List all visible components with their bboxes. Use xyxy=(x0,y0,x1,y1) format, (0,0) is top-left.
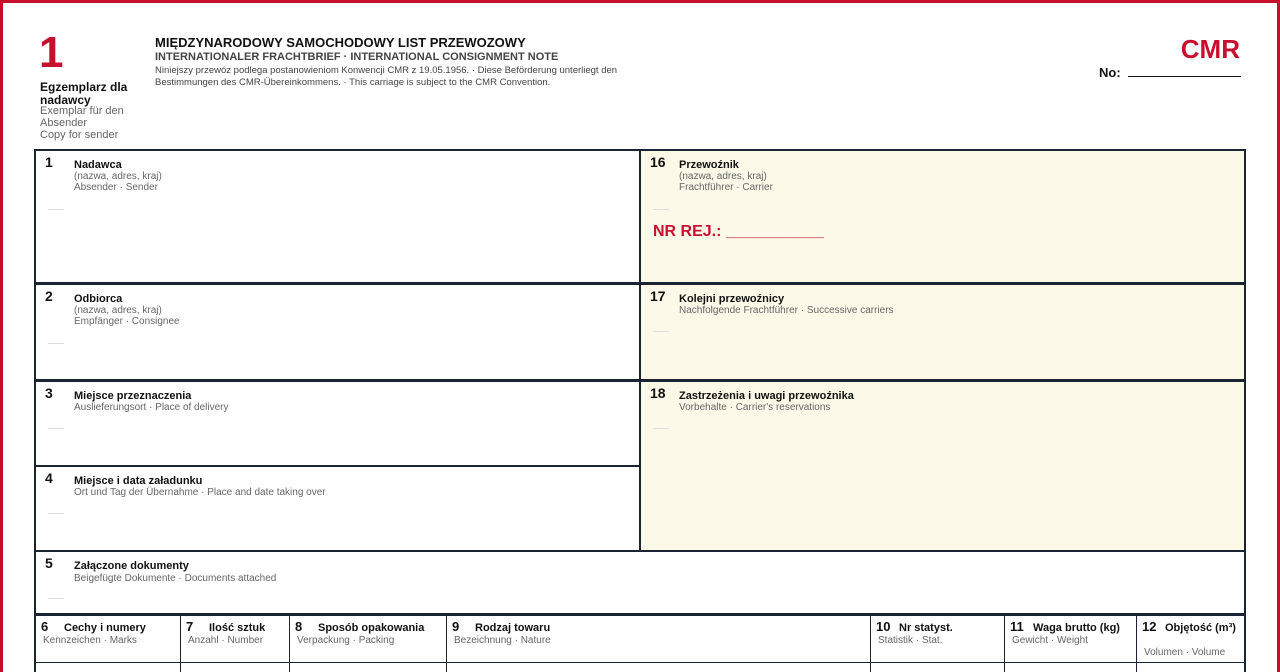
box-subtitle: Beigefügte Dokumente · Documents attached xyxy=(74,573,277,584)
column-volume[interactable] xyxy=(1136,614,1246,672)
box-successive-carriers[interactable] xyxy=(639,283,1246,381)
box-carrier[interactable] xyxy=(639,149,1246,284)
convention-note: Niniejszy przewóz podlega postanowieniom Konwencji CMR z 19.05.1956. · Diese Beförderung unterliegt den Bestimmungen des CMR-Übereinkommens. · This carriage is subject to the CMR Convention. xyxy=(155,65,618,88)
document-subtitle: INTERNATIONALER FRACHTBRIEF · INTERNATIONAL CONSIGNMENT NOTE xyxy=(155,51,559,63)
column-statistical-number[interactable] xyxy=(870,614,1004,672)
field-placeholder-line xyxy=(653,331,669,332)
box-number: 5 xyxy=(45,555,53,571)
copy-number: 1 xyxy=(39,28,64,77)
field-placeholder-line xyxy=(653,209,669,210)
box-subtitle: Absender · Sender xyxy=(74,182,158,193)
box-number: 4 xyxy=(45,470,53,486)
document-number-field[interactable] xyxy=(1128,76,1241,77)
column-title: Rodzaj towaru xyxy=(475,622,551,634)
column-number: 7 xyxy=(186,619,194,634)
field-placeholder-line xyxy=(48,209,64,210)
column-title: Waga brutto (kg) xyxy=(1033,622,1120,634)
column-subtitle: Kennzeichen · Marks xyxy=(43,635,137,646)
box-title: Nadawca xyxy=(74,159,122,171)
box-title: Przewoźnik xyxy=(679,159,739,171)
box-subtitle: Ort und Tag der Übernahme · Place and date taking over xyxy=(74,487,326,498)
column-number: 11 xyxy=(1010,619,1024,634)
box-title: Kolejni przewoźnicy xyxy=(679,293,785,305)
field-placeholder-line xyxy=(48,598,64,599)
column-packing[interactable] xyxy=(289,614,446,672)
box-place-date-loading[interactable] xyxy=(34,465,641,552)
box-place-of-delivery[interactable] xyxy=(34,380,641,467)
box-subtitle: (nazwa, adres, kraj) xyxy=(679,171,767,182)
column-nature-of-goods[interactable] xyxy=(446,614,870,672)
column-number: 12 xyxy=(1142,619,1157,634)
document-number-label: No: xyxy=(1099,65,1121,80)
field-placeholder-line xyxy=(48,513,64,514)
box-subtitle: (nazwa, adres, kraj) xyxy=(74,171,162,182)
box-title: Odbiorca xyxy=(74,293,123,305)
box-subtitle: Frachtführer · Carrier xyxy=(679,182,773,193)
box-subtitle: Nachfolgende Frachtführer · Successive carriers xyxy=(679,305,894,316)
column-number: 6 xyxy=(41,619,49,634)
box-number: 17 xyxy=(650,288,666,304)
field-placeholder-line xyxy=(48,343,64,344)
box-number: 16 xyxy=(650,154,666,170)
copy-label-de: Exemplar für den Absender xyxy=(40,105,124,129)
column-number: 9 xyxy=(452,619,460,634)
column-number: 8 xyxy=(295,619,303,634)
box-number: 3 xyxy=(45,385,53,401)
column-subtitle: Bezeichnung · Nature xyxy=(454,635,551,646)
box-documents-attached[interactable] xyxy=(34,550,1246,615)
box-title: Miejsce i data załadunku xyxy=(74,475,203,487)
column-subtitle: Verpackung · Packing xyxy=(297,635,395,646)
column-marks[interactable] xyxy=(34,614,180,672)
box-subtitle: Vorbehalte · Carrier's reservations xyxy=(679,402,831,413)
column-number: 10 xyxy=(876,619,891,634)
column-title: Nr statyst. xyxy=(899,622,953,634)
document-title: MIĘDZYNARODOWY SAMOCHODOWY LIST PRZEWOZOWY xyxy=(155,35,526,50)
goods-row-divider xyxy=(34,662,1246,663)
box-title: Załączone dokumenty xyxy=(74,560,189,572)
column-title: Objętość (m³) xyxy=(1165,622,1236,634)
box-title: Miejsce przeznaczenia xyxy=(74,390,192,402)
box-subtitle: Empfänger · Consignee xyxy=(74,316,180,327)
box-number: 2 xyxy=(45,288,53,304)
box-subtitle: (nazwa, adres, kraj) xyxy=(74,305,162,316)
field-placeholder-line xyxy=(48,428,64,429)
column-title: Cechy i numery xyxy=(64,622,146,634)
box-title: Zastrzeżenia i uwagi przewoźnika xyxy=(679,390,854,402)
box-number: 18 xyxy=(650,385,666,401)
column-title: Ilość sztuk xyxy=(209,622,266,634)
box-carrier-reservations[interactable] xyxy=(639,380,1246,552)
column-number-of-packages[interactable] xyxy=(180,614,289,672)
cmr-mark: CMR xyxy=(1180,34,1240,64)
box-subtitle: Auslieferungsort · Place of delivery xyxy=(74,402,229,413)
box-sender[interactable] xyxy=(34,149,641,284)
box-number: 1 xyxy=(45,154,53,170)
column-title: Sposób opakowania xyxy=(318,622,425,634)
copy-label-en: Copy for sender xyxy=(40,129,119,141)
column-subtitle: Statistik · Stat. xyxy=(878,635,943,646)
column-subtitle: Gewicht · Weight xyxy=(1012,635,1088,646)
column-gross-weight[interactable] xyxy=(1004,614,1136,672)
column-subtitle: Volumen · Volume xyxy=(1144,647,1226,658)
copy-label-pl: Egzemplarz dla nadawcy xyxy=(40,80,128,107)
registration-number[interactable]: NR REJ.: ___________ xyxy=(653,223,824,240)
box-consignee[interactable] xyxy=(34,283,641,381)
column-subtitle: Anzahl · Number xyxy=(188,635,264,646)
field-placeholder-line xyxy=(653,428,669,429)
